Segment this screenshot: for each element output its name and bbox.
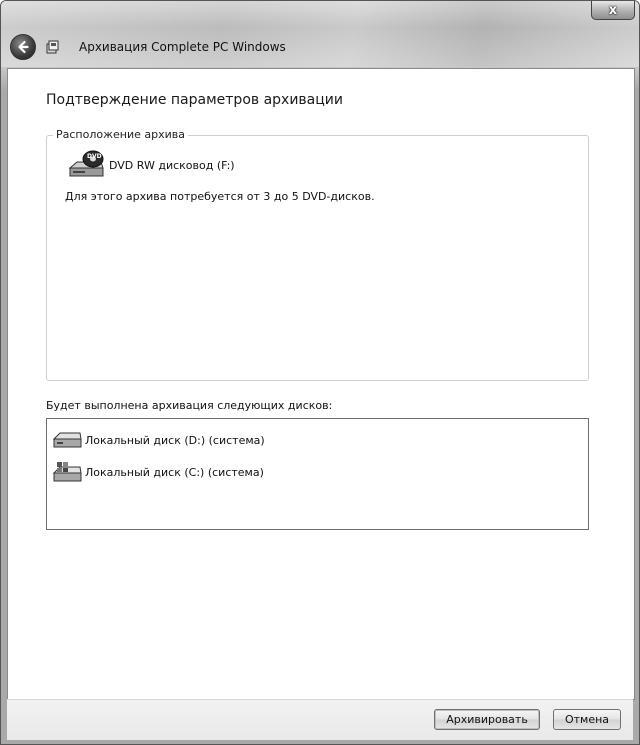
list-item-disk-c[interactable]	[52, 461, 264, 483]
hard-drive-icon	[52, 429, 82, 451]
cancel-button[interactable]: Отмена	[553, 709, 621, 730]
disks-list-label: Будет выполнена архивация следующих дисков:	[46, 399, 333, 412]
disk-label: Локальный диск (D:) (система)	[85, 433, 265, 447]
archive-location-group	[46, 128, 589, 381]
archive-button[interactable]: Архивировать	[434, 709, 540, 730]
window-title: Архивация Complete PC Windows	[79, 40, 286, 54]
page-title: Подтверждение параметров архивации	[46, 92, 343, 108]
dvd-drive-label: DVD RW дисковод (F:)	[109, 158, 235, 172]
svg-text:DVD: DVD	[87, 153, 102, 160]
disk-label: Локальный диск (C:) (система)	[85, 465, 264, 479]
disks-list	[46, 418, 589, 530]
content-area	[7, 68, 635, 700]
windows-drive-icon	[52, 461, 82, 483]
close-button[interactable]	[591, 1, 635, 20]
close-icon: x	[608, 2, 618, 18]
dvd-drive-row	[67, 150, 235, 180]
title-bar	[1, 1, 639, 67]
back-button[interactable]	[10, 34, 36, 60]
list-item-disk-d[interactable]	[52, 429, 265, 451]
footer-bar	[7, 699, 633, 740]
dvd-requirement-note: Для этого архива потребуется от 3 до 5 DVD-дисков.	[65, 190, 375, 203]
back-arrow-icon	[15, 39, 31, 55]
backup-app-icon	[45, 39, 61, 55]
archive-location-legend: Расположение архива	[53, 128, 188, 141]
dvd-drive-icon	[67, 150, 105, 180]
